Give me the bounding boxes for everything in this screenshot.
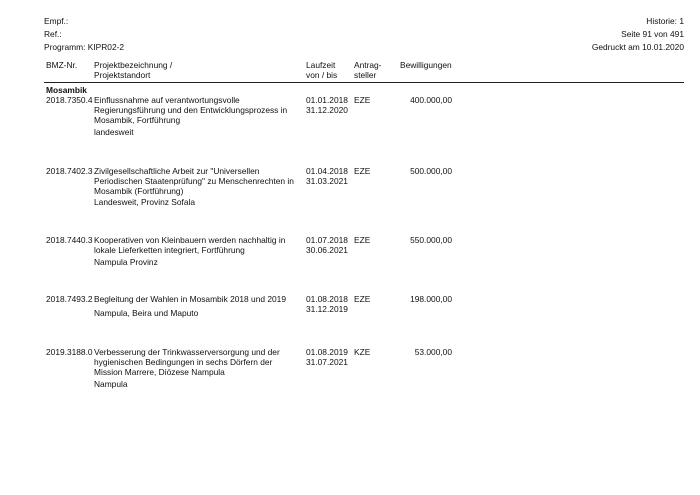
row-date-from: 01.07.2018 (306, 235, 348, 245)
column-antragsteller-line1: Antrag- (354, 60, 382, 70)
row-title: Verbesserung der Trinkwasserversorgung und der hygienischen Bedingungen in sechs Dörfern der Mission Marrere, Diözese Nampula (94, 347, 280, 377)
column-antragsteller (354, 60, 381, 80)
row-bmz-nr: 2018.7350.4 (46, 95, 93, 105)
row-applicant: EZE (354, 235, 371, 245)
page-number: Seite 91 von 491 (621, 29, 684, 39)
row-location: Nampula, Beira und Maputo (94, 308, 199, 318)
row-date-to: 31.07.2021 (306, 357, 348, 367)
program-label: Programm: KIPR02-2 (44, 42, 125, 52)
row-bmz-nr: 2018.7493.2 (46, 294, 93, 304)
row-applicant: EZE (354, 95, 371, 105)
column-title-line2: Projektstandort (94, 70, 151, 80)
column-laufzeit-line2: von / bis (306, 70, 338, 80)
print-date: Gedruckt am 10.01.2020 (591, 42, 684, 52)
row-title: Zivilgesellschaftliche Arbeit zur "Universellen Periodischen Staatenprüfung" zu Menschenrechten in Mosambik (Fortführung) (94, 166, 294, 196)
column-title (94, 60, 172, 80)
row-date-from: 01.08.2019 (306, 347, 348, 357)
row-date-to: 30.06.2021 (306, 245, 348, 255)
column-title-line1: Projektbezeichnung / (94, 60, 173, 70)
row-date-from: 01.08.2018 (306, 294, 348, 304)
section-country: Mosambik (46, 85, 87, 95)
row-amount: 550.000,00 (410, 235, 452, 245)
row-title: Einflussnahme auf verantwortungsvolle Regierungsführung und den Entwicklungsprozess in Mosambik, Fortführung (94, 95, 288, 125)
row-date-from: 01.04.2018 (306, 166, 348, 176)
row-bmz-nr: 2018.7440.3 (46, 235, 93, 245)
row-applicant: EZE (354, 166, 371, 176)
row-amount: 500.000,00 (410, 166, 452, 176)
column-bewilligungen: Bewilligungen (400, 60, 452, 70)
row-date-from: 01.01.2018 (306, 95, 348, 105)
column-antragsteller-line2: steller (354, 70, 377, 80)
header-divider (44, 82, 684, 83)
row-location: Nampula (94, 379, 128, 389)
column-laufzeit (306, 60, 337, 80)
row-title: Begleitung der Wahlen in Mosambik 2018 und 2019 (94, 294, 286, 304)
row-applicant: EZE (354, 294, 371, 304)
row-bmz-nr: 2018.7402.3 (46, 166, 93, 176)
row-bmz-nr: 2019.3188.0 (46, 347, 93, 357)
row-date-to: 31.12.2020 (306, 105, 348, 115)
column-laufzeit-line1: Laufzeit (306, 60, 336, 70)
row-location: Nampula Provinz (94, 257, 158, 267)
row-applicant: KZE (354, 347, 371, 357)
row-date-to: 31.03.2021 (306, 176, 348, 186)
row-date-to: 31.12.2019 (306, 304, 348, 314)
reference-label: Ref.: (44, 29, 62, 39)
history-label: Historie: 1 (646, 16, 684, 26)
row-amount: 53.000,00 (414, 347, 452, 357)
recipient-label: Empf.: (44, 16, 69, 26)
row-amount: 400.000,00 (410, 95, 452, 105)
row-location: Landesweit, Provinz Sofala (94, 197, 196, 207)
row-location: landesweit (94, 127, 134, 137)
row-title: Kooperativen von Kleinbauern werden nachhaltig in lokale Lieferketten integriert, Fortführung (94, 235, 286, 255)
column-bmz-nr: BMZ-Nr. (46, 60, 78, 70)
row-amount: 198.000,00 (410, 294, 452, 304)
